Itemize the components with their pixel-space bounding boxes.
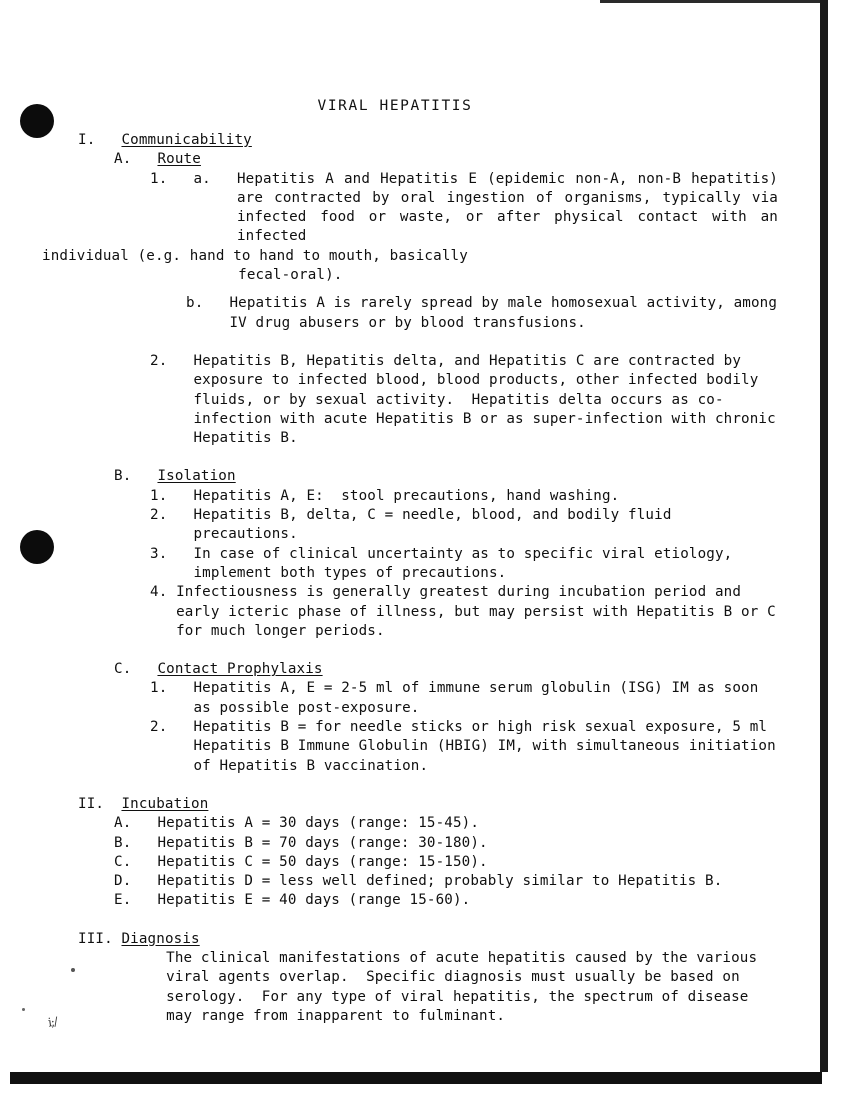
scan-edge-right <box>820 0 828 1072</box>
item-tail-text: fecal-oral). <box>238 267 343 284</box>
item-text: Hepatitis B = for needle sticks or high risk sexual exposure, 5 ml Hepatitis B Immune Globulin (HBIG) IM, with simultaneous initiation of Hepatitis B vaccination. <box>193 719 785 774</box>
list-item <box>150 487 778 506</box>
item-text: Hepatitis A and Hepatitis E (epidemic non-A, non-B hepatitis) are contracted by oral ingestion of organisms, typically via infected food or waste, or after physical contact with an infected <box>236 170 787 245</box>
spacer <box>131 853 157 872</box>
spacer <box>167 506 193 525</box>
section-heading: Communicability <box>121 132 252 148</box>
spacer-row <box>78 285 778 294</box>
spacer <box>167 487 193 506</box>
item-letter: B. <box>114 834 132 851</box>
spacer <box>113 930 122 949</box>
spacer <box>167 718 193 737</box>
item-text: Hepatitis A = 30 days (range: 15-45). <box>157 815 480 832</box>
section-heading-row <box>78 795 778 814</box>
subsection-letter: B. <box>114 468 132 485</box>
paragraph-row <box>114 949 778 1026</box>
item-number: 4. <box>150 584 168 601</box>
section-incubation <box>78 795 778 911</box>
spacer <box>131 660 157 679</box>
section-numeral: I. <box>78 132 96 148</box>
spacer-row <box>78 776 778 795</box>
item-text: Hepatitis D = less well defined; probably similar to Hepatitis B. <box>157 873 723 890</box>
list-item <box>150 506 778 545</box>
spacer <box>167 679 193 698</box>
section-heading: Diagnosis <box>121 930 200 947</box>
page-title: VIRAL HEPATITIS <box>317 98 473 114</box>
section-communicability <box>42 131 787 776</box>
spacer <box>211 170 237 189</box>
section-heading-row <box>78 131 778 150</box>
list-item <box>150 545 778 584</box>
list-item <box>114 814 778 833</box>
spacer <box>131 467 157 486</box>
list-item <box>186 294 786 333</box>
spacer <box>131 891 157 910</box>
list-item <box>114 872 778 891</box>
spacer-row <box>78 911 778 930</box>
spacer-row <box>78 448 778 467</box>
subsection-letter: A. <box>114 151 132 168</box>
item-number: 3. <box>150 545 168 562</box>
item-text: Hepatitis A, E = 2-5 ml of immune serum globulin (ISG) IM as soon as possible post-exposure. <box>193 680 768 716</box>
spacer <box>131 872 157 891</box>
paragraph-text: The clinical manifestations of acute hepatitis caused by the various viral agents overlap. Specific diagnosis must usually be based on serology. For any type of viral hepatitis, the spectrum of disease may range from inapparent to fulminant. <box>166 949 766 1024</box>
list-item <box>114 891 778 910</box>
item-text: Hepatitis B, delta, C = needle, blood, and bodily fluid precautions. <box>193 507 681 543</box>
subsection-heading: Route <box>157 151 201 168</box>
item-text: Hepatitis C = 50 days (range: 15-150). <box>157 853 488 870</box>
subsection-heading: Isolation <box>157 468 236 485</box>
section-heading-row <box>78 930 778 949</box>
spacer <box>186 266 238 285</box>
item-number: 2. <box>150 507 168 524</box>
section-heading: Incubation <box>121 795 209 812</box>
spacer <box>203 294 229 313</box>
item-letter: A. <box>114 815 132 832</box>
list-item <box>150 352 785 448</box>
spacer <box>104 795 121 814</box>
spacer <box>131 150 157 169</box>
spacer-row <box>78 641 778 660</box>
spacer <box>167 583 176 602</box>
list-item <box>150 679 778 718</box>
list-item <box>114 853 778 872</box>
item-letter: C. <box>114 853 132 870</box>
item-text: Hepatitis A is rarely spread by male homosexual activity, among IV drug abusers or by blood transfusions. <box>229 295 786 331</box>
handwritten-marginalia: i;/ <box>47 1014 58 1030</box>
item-number: 1. <box>150 680 168 697</box>
item-text: Infectiousness is generally greatest during incubation period and early icteric phase of illness, but may persist with Hepatitis B or C for much longer periods. <box>176 584 785 639</box>
subsection-heading-row <box>114 660 778 679</box>
spacer <box>167 545 193 564</box>
item-text: Hepatitis B = 70 days (range: 30-180). <box>157 834 488 851</box>
list-item <box>150 718 785 776</box>
subsection-heading-row <box>114 150 778 169</box>
item-text: Hepatitis A, E: stool precautions, hand washing. <box>193 487 620 504</box>
section-numeral: III. <box>78 930 113 947</box>
item-letter: a. <box>193 170 211 187</box>
spacer <box>131 814 157 833</box>
section-diagnosis <box>78 930 778 1026</box>
item-text: Hepatitis B, Hepatitis delta, and Hepatitis C are contracted by exposure to infected blood, blood products, other infected bodily fluids, or by sexual activity. Hepatitis delta occurs as co-infection with acute Hepatitis B or as super-infection with chronic Hepatitis B. <box>193 352 785 447</box>
spacer <box>131 834 157 853</box>
list-item-tail <box>186 266 778 285</box>
subsection-letter: C. <box>114 661 132 678</box>
document-content <box>42 131 787 1026</box>
subsection-heading-row <box>114 467 778 486</box>
item-number: 1. <box>150 487 168 504</box>
spacer <box>167 170 193 189</box>
list-item <box>150 583 785 641</box>
spacer <box>114 949 166 968</box>
spacer-row <box>78 333 778 352</box>
scan-edge-bottom <box>10 1072 822 1084</box>
item-text: Hepatitis E = 40 days (range 15-60). <box>157 892 471 909</box>
item-letter: E. <box>114 892 132 909</box>
item-number: 1. <box>150 170 168 187</box>
list-item <box>114 834 778 853</box>
list-item <box>150 170 787 247</box>
item-letter: D. <box>114 873 132 890</box>
list-item-overflow <box>42 247 778 266</box>
item-overflow-line: individual (e.g. hand to hand to mouth, basically <box>42 247 468 264</box>
subsection-heading: Contact Prophylaxis <box>157 661 323 678</box>
spacer <box>95 131 121 150</box>
scan-margin-right <box>828 0 850 1094</box>
item-number: 2. <box>150 719 168 736</box>
section-numeral: II. <box>78 795 105 812</box>
item-number: 2. <box>150 352 168 369</box>
spacer <box>167 352 193 371</box>
item-letter: b. <box>186 295 204 312</box>
item-text: In case of clinical uncertainty as to specific viral etiology, implement both types of precautions. <box>193 545 742 581</box>
